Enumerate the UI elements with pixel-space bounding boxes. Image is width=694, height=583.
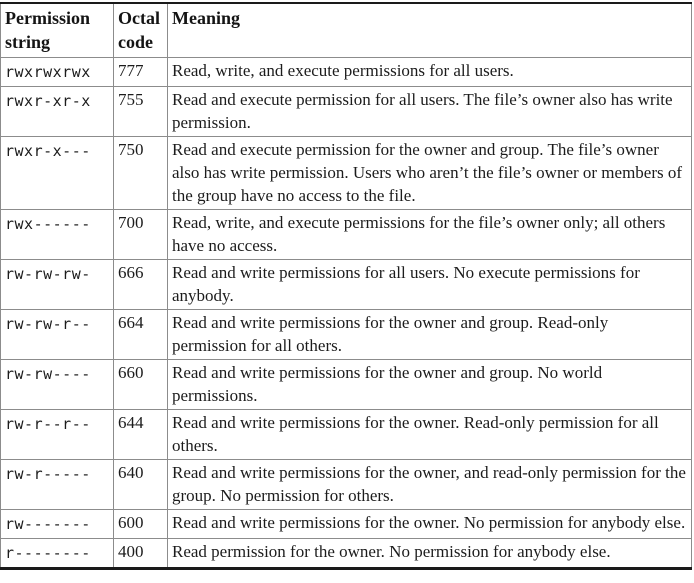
meaning-cell: Read permission for the owner. No permission for anybody else. [168, 539, 692, 569]
table-row [1, 539, 692, 569]
meaning-cell: Read, write, and execute permissions for all users. [168, 58, 692, 87]
permission-string-cell: rwx------ [1, 210, 114, 260]
permission-string-cell: rw-r----- [1, 460, 114, 510]
octal-code-cell: 600 [114, 510, 168, 539]
header-permission-string: Permission string [1, 3, 114, 58]
permission-string-cell: rwxr-xr-x [1, 87, 114, 137]
meaning-cell: Read and write permissions for the owner. No permission for anybody else. [168, 510, 692, 539]
table-row [1, 137, 692, 210]
meaning-cell: Read and write permissions for all users. No execute permissions for anybody. [168, 260, 692, 310]
octal-code-cell: 640 [114, 460, 168, 510]
table-row [1, 360, 692, 410]
permission-string-cell: rwxrwxrwx [1, 58, 114, 87]
permission-string-cell: rw-rw-r-- [1, 310, 114, 360]
octal-code-cell: 666 [114, 260, 168, 310]
meaning-cell: Read and write permissions for the owner and group. No world permissions. [168, 360, 692, 410]
permission-string-cell: rw-r--r-- [1, 410, 114, 460]
octal-code-cell: 750 [114, 137, 168, 210]
permission-string-cell: rwxr-x--- [1, 137, 114, 210]
header-meaning: Meaning [168, 3, 692, 58]
permission-string-cell: r-------- [1, 539, 114, 569]
meaning-cell: Read and execute permission for all users. The file’s owner also has write permission. [168, 87, 692, 137]
table-row [1, 58, 692, 87]
octal-code-cell: 664 [114, 310, 168, 360]
table-row [1, 410, 692, 460]
meaning-cell: Read and write permissions for the owner, and read-only permission for the group. No permission for others. [168, 460, 692, 510]
meaning-cell: Read and write permissions for the owner. Read-only permission for all others. [168, 410, 692, 460]
octal-code-cell: 700 [114, 210, 168, 260]
header-octal-code: Octal code [114, 3, 168, 58]
table-row [1, 310, 692, 360]
meaning-cell: Read and execute permission for the owner and group. The file’s owner also has write permission. Users who aren’t the file’s owner or members of the group have no access to the file. [168, 137, 692, 210]
permission-string-cell: rw-rw---- [1, 360, 114, 410]
table-row [1, 460, 692, 510]
octal-code-cell: 755 [114, 87, 168, 137]
meaning-cell: Read and write permissions for the owner and group. Read-only permission for all others. [168, 310, 692, 360]
octal-code-cell: 660 [114, 360, 168, 410]
table-row [1, 210, 692, 260]
table-row [1, 510, 692, 539]
table-row [1, 87, 692, 137]
octal-code-cell: 400 [114, 539, 168, 569]
meaning-cell: Read, write, and execute permissions for the file’s owner only; all others have no access. [168, 210, 692, 260]
permissions-table [0, 2, 692, 570]
table-row [1, 260, 692, 310]
octal-code-cell: 777 [114, 58, 168, 87]
permission-string-cell: rw------- [1, 510, 114, 539]
octal-code-cell: 644 [114, 410, 168, 460]
header-row [1, 3, 692, 58]
permission-string-cell: rw-rw-rw- [1, 260, 114, 310]
